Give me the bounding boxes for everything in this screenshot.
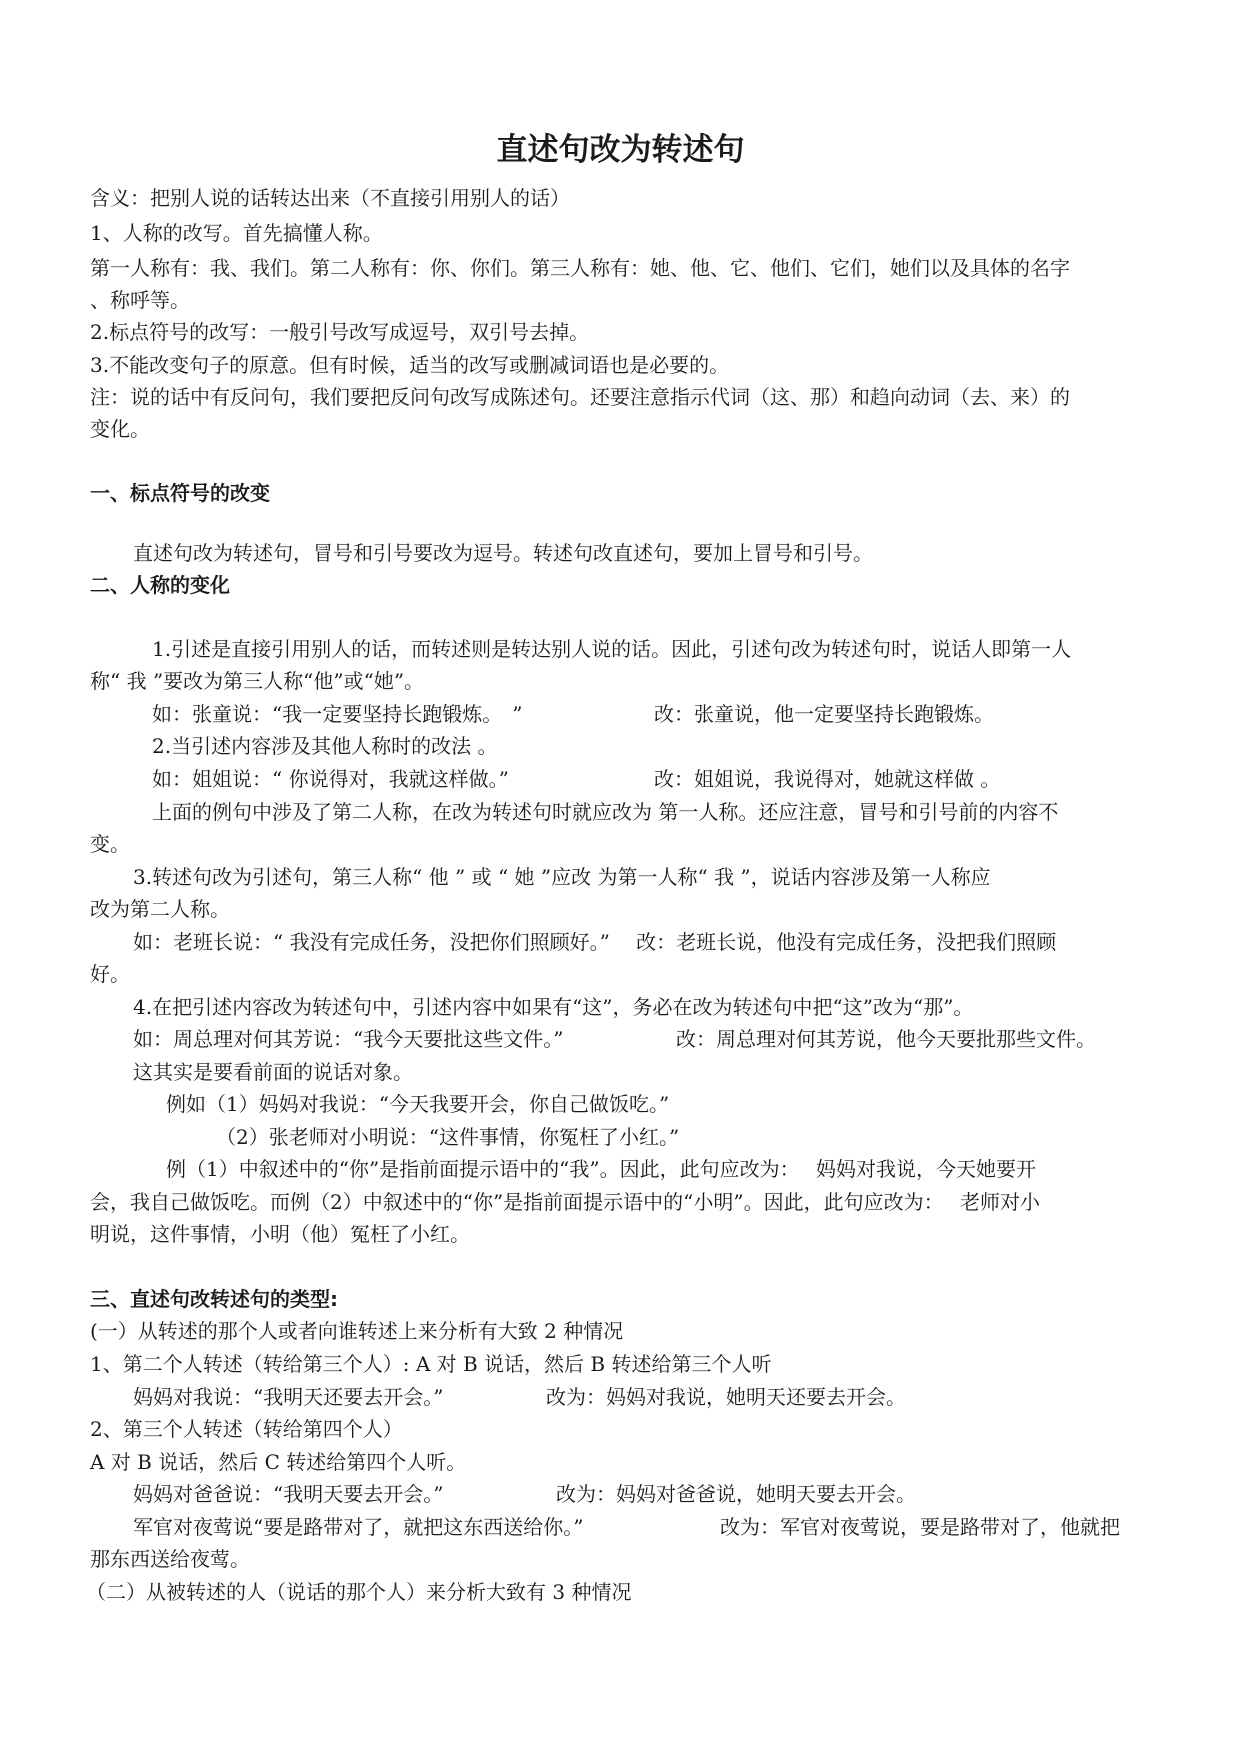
- section-3-heading: 三、直述句改转述句的类型:: [90, 1287, 338, 1311]
- s2-explanation: 上面的例句中涉及了第二人称，在改为转述句时就应改为 第一人称。还应注意，冒号和引号前的内容不: [152, 800, 1059, 824]
- s3-type-2: 2、第三个人转述（转给第四个人）: [90, 1417, 403, 1441]
- intro-point-3: 3.不能改变句子的原意。但有时候，适当的改写或删减词语也是必要的。: [90, 353, 730, 377]
- s2-rule-4: 4.在把引述内容改为转述句中，引述内容中如果有“这”，务必在改为转述句中把“这”改为“那”。: [133, 995, 974, 1019]
- s3-example-1: 妈妈对我说：“我明天还要去开会。”: [133, 1385, 444, 1409]
- s2-note: 这其实是要看前面的说话对象。: [133, 1060, 413, 1084]
- s3-example-3-cont: 那东西送给夜莺。: [90, 1547, 250, 1571]
- intro-persons-cont: 、称呼等。: [90, 288, 190, 312]
- s3-type-1: 1、第二个人转述（转给第三个人）: A 对 B 说话，然后 B 转述给第三个人听: [90, 1352, 772, 1376]
- s2-rule-2: 2.当引述内容涉及其他人称时的改法 。: [152, 734, 498, 758]
- s2-analysis-cont-2: 明说，这件事情，小明（他）冤枉了小红。: [90, 1222, 470, 1246]
- section-1-heading: 一、标点符号的改变: [90, 481, 270, 505]
- s3-type-2-desc: A 对 B 说话，然后 C 转述给第四个人听。: [90, 1450, 467, 1474]
- section-1-text: 直述句改为转述句，冒号和引号要改为逗号。转述句改直述句，要加上冒号和引号。: [133, 541, 873, 565]
- s2-example-2: 如：姐姐说：“ 你说得对，我就这样做。”: [152, 767, 509, 791]
- s3-category-2: （二）从被转述的人（说话的那个人）来分析大致有 3 种情况: [86, 1580, 632, 1604]
- page-title: 直述句改为转述句: [496, 132, 745, 168]
- s2-example-1: 如：张童说：“我一定要坚持长跑锻炼。 ”: [152, 702, 523, 726]
- s2-rule-1-cont: 称“ 我 ”要改为第三人称“他”或“她”。: [90, 669, 425, 693]
- s3-example-3-answer: 改为：军官对夜莺说，要是路带对了，他就把: [720, 1515, 1120, 1539]
- s2-analysis-cont-1: 会，我自己做饭吃。而例（2）中叙述中的“你”是指前面提示语中的“小明”。因此，此句应改为： 老师对小: [90, 1190, 1040, 1214]
- s2-example-3: 如：老班长说：“ 我没有完成任务，没把你们照顾好。” 改：老班长说，他没有完成任务，没把我们照顾: [133, 930, 1057, 954]
- s2-rule-3: 3.转述句改为引述句，第三人称“ 他 ” 或 “ 她 ”应改 为第一人称“ 我 ”，说话内容涉及第一人称应: [133, 865, 991, 889]
- s2-example-2-answer: 改：姐姐说，我说得对，她就这样做 。: [654, 767, 1001, 791]
- s3-example-2: 妈妈对爸爸说：“我明天要去开会。”: [133, 1482, 444, 1506]
- s2-rule-3-cont: 改为第二人称。: [90, 897, 230, 921]
- s2-example-6: （2）张老师对小明说：“这件事情，你冤枉了小红。”: [216, 1125, 680, 1149]
- intro-note: 注：说的话中有反问句，我们要把反问句改写成陈述句。还要注意指示代词（这、那）和趋向动词（去、来）的: [90, 385, 1070, 409]
- intro-persons-text: 第一人称有：我、我们。第二人称有：你、你们。第三人称有：她、他、它、他们、它们，她们以及具体的名字: [90, 256, 1070, 280]
- s2-example-3-cont: 好。: [90, 962, 130, 986]
- s2-example-4: 如：周总理对何其芳说：“我今天要批这些文件。”: [133, 1027, 564, 1051]
- s2-example-4-answer: 改：周总理对何其芳说，他今天要批那些文件。: [676, 1027, 1096, 1051]
- s3-example-1-answer: 改为：妈妈对我说，她明天还要去开会。: [546, 1385, 906, 1409]
- intro-definition: 含义：把别人说的话转达出来（不直接引用别人的话）: [90, 186, 570, 210]
- s3-example-3: 军官对夜莺说“要是路带对了，就把这东西送给你。”: [133, 1515, 584, 1539]
- s3-example-2-answer: 改为：妈妈对爸爸说，她明天要去开会。: [556, 1482, 916, 1506]
- intro-point-1: 1、人称的改写。首先搞懂人称。: [90, 221, 383, 245]
- s2-example-5: 例如（1）妈妈对我说：“今天我要开会，你自己做饭吃。”: [166, 1092, 670, 1116]
- intro-note-cont: 变化。: [90, 417, 150, 441]
- s2-analysis: 例（1）中叙述中的“你”是指前面提示语中的“我”。因此，此句应改为： 妈妈对我说，今天她要开: [166, 1157, 1036, 1181]
- intro-point-2: 2.标点符号的改写：一般引号改写成逗号，双引号去掉。: [90, 320, 590, 344]
- s2-example-1-answer: 改：张童说，他一定要坚持长跑锻炼。: [654, 702, 994, 726]
- s2-rule-1: 1.引述是直接引用别人的话，而转述则是转达别人说的话。因此，引述句改为转述句时，说话人即第一人: [152, 637, 1072, 661]
- s3-category-1: (一）从转述的那个人或者向谁转述上来分析有大致 2 种情况: [90, 1319, 624, 1343]
- s2-explanation-cont: 变。: [90, 832, 130, 856]
- intro-persons-line: [90, 252, 1153, 284]
- section-2-heading: 二、人称的变化: [90, 573, 230, 597]
